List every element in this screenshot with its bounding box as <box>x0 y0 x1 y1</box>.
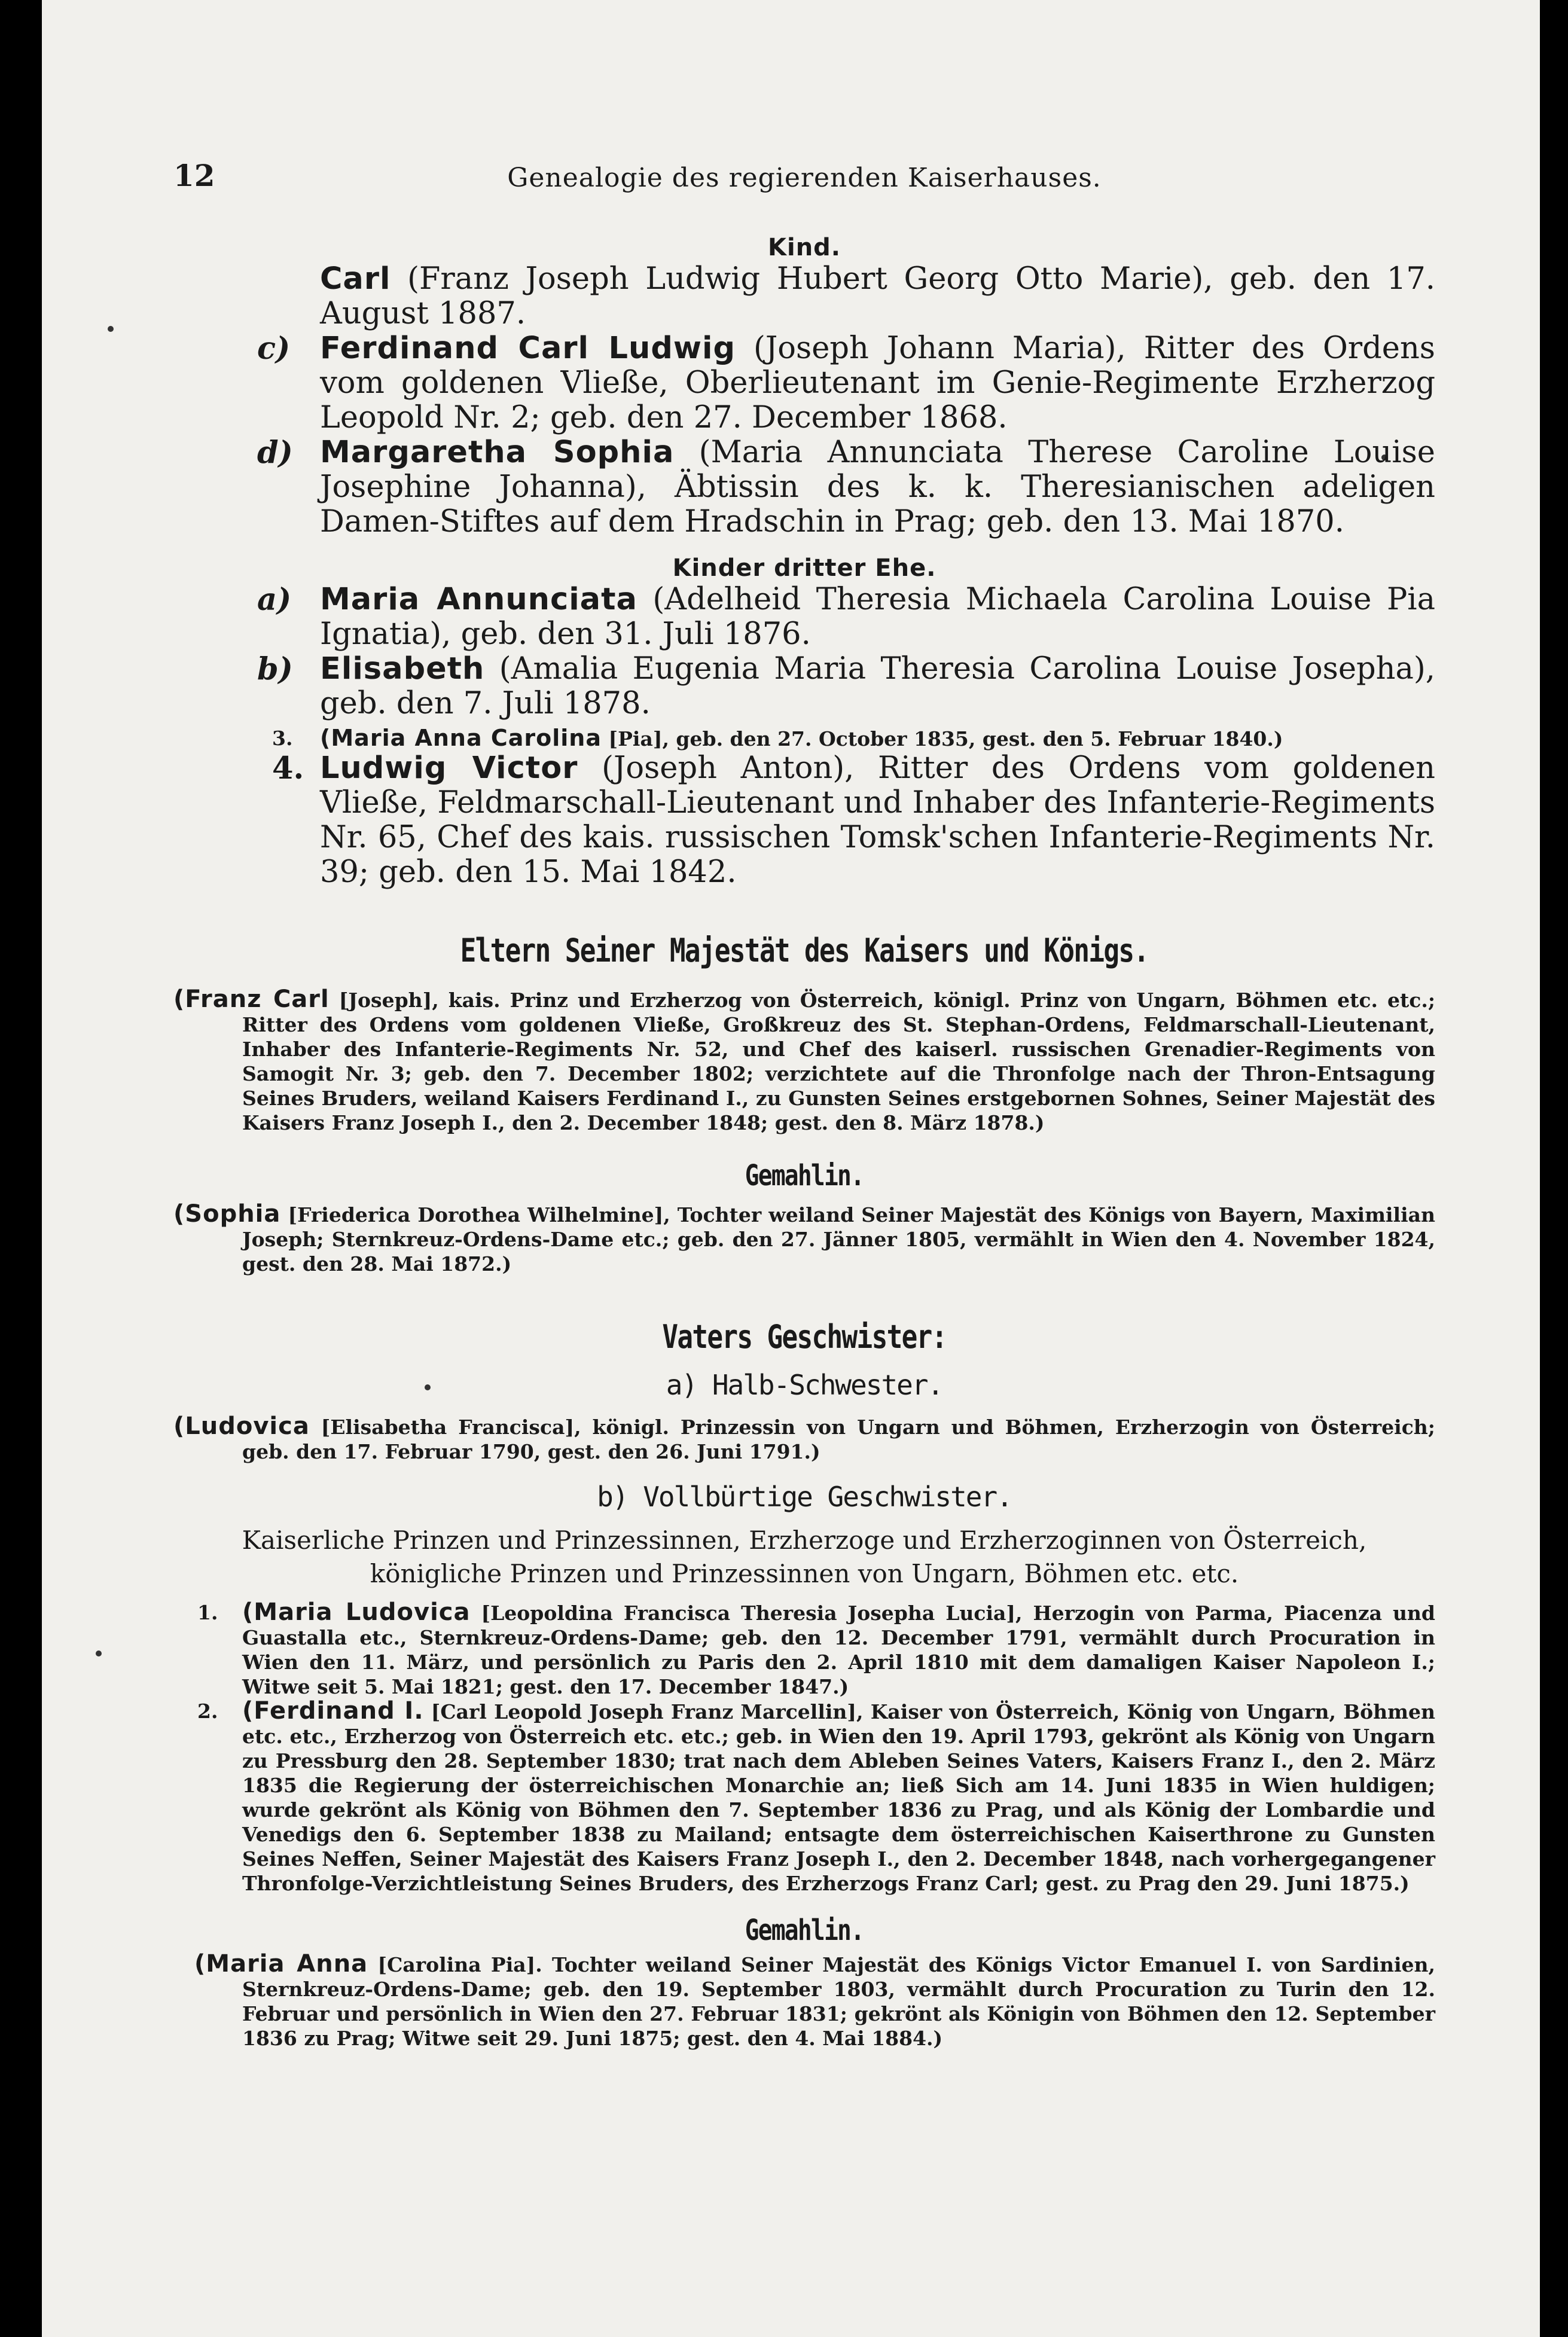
entry-3 <box>173 726 1435 751</box>
voll-intro: Kaiserliche Prinzen und Prinzessinnen, Erzherzoge und Erzherzoginnen von Österreich, königliche Prinzen und Prinzessinnen von Ungarn, Böhmen etc. etc. <box>242 1526 1367 1588</box>
entry-label: a) <box>257 582 292 618</box>
entry-label: 3. <box>272 727 293 750</box>
entry-b <box>173 652 1435 721</box>
entry-d <box>173 435 1435 539</box>
entry-label: b) <box>257 651 293 687</box>
entry-text: [Carl Leopold Joseph Franz Marcellin], Kaiser von Österreich, König von Ungarn, Böhmen etc. etc., Erzherzog von Österreich etc. etc.; geb. in Wien den 19. April 1793, gekrönt als König von Ungarn zu Pressburg den 28. September 1830; trat nach dem Ableben Seines Vaters, Kaisers Franz I., den 2. März 1835 die Regierung der österreichischen Monarchie an; ließ Sich am 14. Juni 1835 in Wien huldigen; wurde gekrönt als König von Böhmen den 7. September 1836 zu Prag, und als König der Lombardie und Venedigs den 6. September 1838 zu Mailand; entsagte dem österreichischen Kaiserthrone zu Gunsten Seines Neffen, Seiner Majestät des Kaisers Franz Joseph I., den 2. December 1848, nach vorhergegangener Thronfolge-Verzichtleistung Seines Bruders, des Erzherzogs Franz Carl; gest. zu Prag den 29. Juni 1875.) <box>242 1700 1435 1895</box>
entry-text: (Joseph Anton), Ritter des Ordens vom goldenen Vließe, Feldmarschall-Lieutenant und Inhaber des Infanterie-Regiments Nr. 65, Chef des kais. russischen Tomsk'schen Infanterie-Regiments Nr. 39; geb. den 15. Mai 1842. <box>320 750 1435 890</box>
ferdinand-entry <box>173 1699 1435 1896</box>
ludovica-entry <box>173 1414 1435 1464</box>
entry-4 <box>173 751 1435 890</box>
entry-name: Ferdinand Carl Ludwig <box>320 331 736 366</box>
entry-name: (Maria Ludovica <box>242 1598 471 1626</box>
halb-heading: a) Halb-Schwester. <box>666 1369 943 1401</box>
entry-name: (Maria Anna <box>194 1950 368 1978</box>
entry-name: Ludwig Victor <box>320 750 578 786</box>
entry-text: [Pia], geb. den 27. October 1835, gest. den 5. Februar 1840.) <box>608 727 1283 750</box>
page-header <box>173 150 1435 209</box>
kind-entry <box>173 262 1435 331</box>
maria-anna-entry <box>173 1952 1435 2051</box>
entry-label: 4. <box>272 750 304 786</box>
entry-name: Margaretha Sophia <box>320 435 675 470</box>
speck <box>96 1650 102 1656</box>
running-title: Genealogie des regierenden Kaiserhauses. <box>507 163 1102 193</box>
scanned-page <box>42 0 1540 2337</box>
sophia-entry <box>173 1202 1435 1276</box>
speck <box>108 326 114 332</box>
entry-label: 1. <box>197 1601 218 1624</box>
entry-label: d) <box>257 435 293 471</box>
entry-text: [Carolina Pia]. Tochter weiland Seiner Majestät des Königs Victor Emanuel I. von Sardinien, Sternkreuz-Ordens-Dame; geb. den 19. September 1803, vermählt durch Procuration zu Turin den 12. Februar und persönlich in Wien den 27. Februar 1831; gekrönt als Königin von Böhmen den 12. September 1836 zu Prag; Witwe seit 29. Juni 1875; gest. den 4. Mai 1884.) <box>242 1953 1435 2050</box>
dritter-heading: Kinder dritter Ehe. <box>672 554 936 582</box>
entry-name: (Maria Anna Carolina <box>320 725 602 751</box>
entry-c <box>173 331 1435 435</box>
entry-label: 2. <box>197 1700 218 1723</box>
entry-name: (Ferdinand I. <box>242 1697 424 1725</box>
entry-text: [Leopoldina Francisca Theresia Josepha Lucia], Herzogin von Parma, Piacenza und Guastalla etc., Sternkreuz-Ordens-Dame; geb. den 12. December 1791, vermählt durch Procuration in Wien den 11. März, und persönlich zu Paris den 2. April 1810 mit dem damaligen Kaiser Napoleon I.; Witwe seit 5. Mai 1821; gest. den 17. December 1847.) <box>242 1601 1435 1698</box>
franz-carl-entry <box>173 987 1435 1135</box>
page-number: 12 <box>173 158 215 193</box>
entry-text: [Joseph], kais. Prinz und Erzherzog von Österreich, königl. Prinz von Ungarn, Böhmen etc. etc.; Ritter des Ordens vom goldenen Vließe, Großkreuz des St. Stephan-Ordens, Feldmarschall-Lieutenant, Inhaber des Infanterie-Regiments Nr. 52, und Chef des kaiserl. russischen Grenadier-Regiments von Samogit Nr. 3; geb. den 7. December 1802; verzichtete auf die Thronfolge nach der Thron-Entsagung Seines Bruders, weiland Kaisers Ferdinand I., zu Gunsten Seines erstgebornen Sohnes, Seiner Majestät des Kaisers Franz Joseph I., den 2. December 1848; gest. den 8. März 1878.) <box>242 989 1436 1134</box>
entry-text: (Adelheid Theresia Michaela Carolina Louise Pia Ignatia), geb. den 31. Juli 1876. <box>320 582 1436 652</box>
gemahlin-heading-2: Gemahlin. <box>745 1914 864 1947</box>
kind-name: Carl <box>320 261 391 297</box>
maria-ludovica-entry <box>173 1600 1435 1699</box>
gemahlin-heading: Gemahlin. <box>745 1159 864 1192</box>
entry-text: [Elisabetha Francisca], königl. Prinzessin von Ungarn und Böhmen, Erzherzogin von Österreich; geb. den 17. Februar 1790, gest. den 26. Juni 1791.) <box>242 1415 1435 1463</box>
page-content <box>173 150 1435 2051</box>
entry-label: c) <box>257 331 291 367</box>
voll-heading: b) Vollbürtige Geschwister. <box>597 1481 1012 1513</box>
entry-name: (Franz Carl <box>173 986 330 1013</box>
entry-name: Elisabeth <box>320 651 485 687</box>
entry-text: (Joseph Johann Maria), Ritter des Ordens vom goldenen Vließe, Oberlieutenant im Genie-Regimente Erzherzog Leopold Nr. 2; geb. den 27. December 1868. <box>320 331 1435 435</box>
entry-name: (Ludovica <box>173 1412 310 1440</box>
eltern-heading: Eltern Seiner Majestät des Kaisers und Königs. <box>460 932 1149 969</box>
entry-text: [Friederica Dorothea Wilhelmine], Tochter weiland Seiner Majestät des Königs von Bayern, Maximilian Joseph; Sternkreuz-Ordens-Dame etc.; geb. den 27. Jänner 1805, vermählt in Wien den 4. November 1824, gest. den 28. Mai 1872.) <box>242 1203 1435 1276</box>
kind-text: (Franz Joseph Ludwig Hubert Georg Otto Marie), geb. den 17. August 1887. <box>320 261 1435 331</box>
geschwister-heading: Vaters Geschwister: <box>662 1318 947 1356</box>
kind-heading: Kind. <box>767 234 841 261</box>
entry-text: (Maria Annunciata Therese Caroline Louise Josephine Johanna), Äbtissin des k. k. Theresianischen adeligen Damen-Stiftes auf dem Hradschin in Prag; geb. den 13. Mai 1870. <box>320 435 1435 539</box>
entry-name: (Sophia <box>173 1200 281 1228</box>
entry-a <box>173 582 1435 652</box>
entry-text: (Amalia Eugenia Maria Theresia Carolina Louise Josepha), geb. den 7. Juli 1878. <box>320 651 1436 721</box>
entry-name: Maria Annunciata <box>320 582 637 617</box>
